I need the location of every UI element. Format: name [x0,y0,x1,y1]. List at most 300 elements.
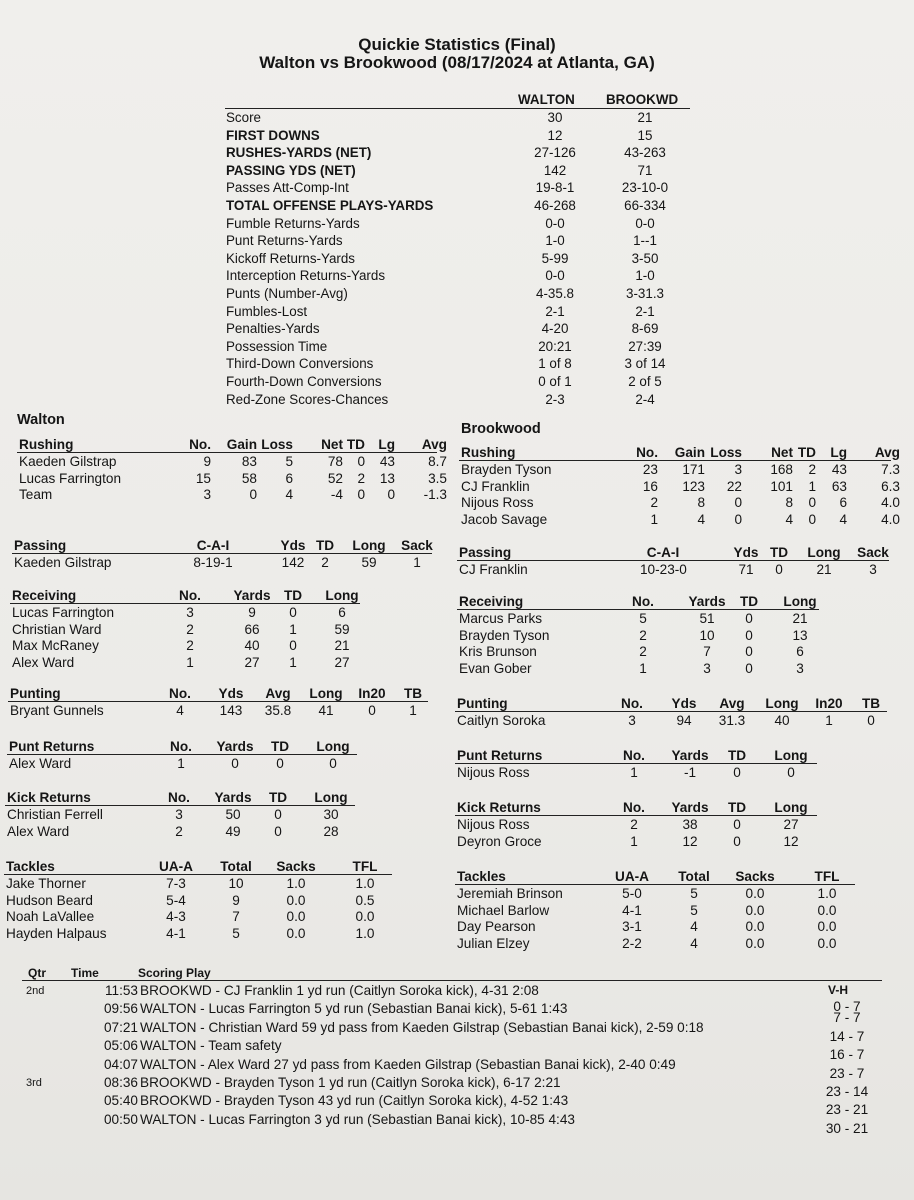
stat-value: 0 [775,562,783,577]
column-header: TD [268,790,288,805]
column-header: Long [309,686,343,701]
stat-value: 0 [733,833,741,849]
summary-row [222,303,692,321]
column-header: UA-A [615,869,649,884]
stat-value: 2 [175,823,183,839]
section-title: Rushing [461,445,516,460]
stat-value: 3 [796,660,804,676]
summary-walton-value: 142 [543,162,567,178]
stat-value: 0 [387,487,395,503]
column-header: TD [797,445,816,460]
stat-value: 101 [770,478,793,494]
player-row [4,892,392,909]
stat-value: 0 [289,638,297,654]
summary-brookwood-value: 21 [637,110,653,125]
summary-row [222,109,692,127]
stat-value: 21 [816,562,832,577]
walton-punt-returns-header [7,739,357,755]
stat-value: 51 [699,611,715,626]
player-name: Nijous Ross [457,817,530,832]
brookwood-tackles-header [455,869,855,885]
player-name: Lucas Farrington [19,470,122,486]
stat-value: 0.0 [745,902,765,918]
stat-value: 1 [650,511,658,527]
scoring-col-time: Time [71,966,99,980]
stat-value: 4 [176,703,184,718]
brookwood-rushing-header [459,445,900,461]
stat-value: 0 [274,823,282,839]
stat-value: 0 [249,487,257,503]
summary-brookwood-value: 15 [637,127,653,143]
column-header: Long [774,800,808,815]
column-header: TD [283,588,303,603]
stat-value: 1 [630,833,638,849]
walton-receiving-header [10,588,360,604]
stat-value: 0 [357,454,365,469]
column-header: TD [727,800,747,815]
stat-value: 43 [379,454,395,469]
scoring-score: 0 - 7 [833,999,861,1014]
section-title: Rushing [19,437,74,452]
summary-brookwood-value: 2 of 5 [628,373,662,389]
section-title: Receiving [12,588,77,603]
scoring-play: WALTON - Lucas Farrington 3 yd run (Sebastian Banai kick), 10-85 4:43 [140,1111,575,1127]
walton-rushing-header [17,437,447,453]
player-row [5,806,355,823]
scoring-score: 16 - 7 [829,1047,865,1063]
summary-walton-value: 2-3 [545,391,565,407]
stat-value: 30 [323,807,339,822]
column-header: Avg [874,445,900,460]
stat-value: 5-0 [622,886,642,901]
stat-value: 0 [231,756,239,771]
player-name: Christian Ward [12,621,102,637]
brookwood-kick-returns-table [455,800,817,849]
column-header: Sack [401,538,433,553]
section-title: Passing [459,545,512,560]
scoring-play-row [22,1018,882,1044]
stat-value: 0.0 [286,925,306,941]
player-row [4,925,392,942]
column-header: In20 [815,696,843,711]
stat-value: 3 [869,562,877,577]
stat-value: 2-2 [622,935,642,951]
stat-value: 8 [785,495,793,511]
walton-rushing-table [17,437,447,503]
stat-value: 7 [232,909,240,925]
column-header: TD [346,437,365,452]
stat-value: 52 [327,470,343,486]
column-header: Sack [857,545,889,560]
column-header: Yards [216,739,254,754]
column-header: No. [168,790,190,805]
player-name: Jake Thorner [6,876,86,891]
player-row [459,511,900,528]
scoring-score: 30 - 21 [825,1120,869,1136]
column-header: TD [270,739,290,754]
player-name: Alex Ward [12,654,75,670]
summary-row [222,144,692,162]
summary-row [222,285,692,303]
column-header: No. [189,437,211,452]
player-row [8,702,428,719]
summary-row [222,215,692,233]
walton-receiving-table [10,588,360,670]
column-header: Long [325,588,359,603]
stat-value: 22 [726,478,742,494]
column-header: Yards [688,594,726,609]
scoring-score: 23 - 7 [829,1065,865,1081]
summary-label: TOTAL OFFENSE PLAYS-YARDS [226,197,434,213]
stat-value: 23 [642,462,658,477]
walton-passing-table [12,538,432,571]
stat-value: 28 [323,823,339,839]
stat-value: 0 [745,627,753,643]
stat-value: 50 [225,807,241,822]
stat-value: 3.5 [428,470,447,486]
section-title: Receiving [459,594,524,609]
scoring-time: 08:36 [103,1074,138,1090]
column-header: Sacks [276,859,316,874]
summary-row [222,197,692,215]
stat-value: 123 [682,478,705,494]
stat-value: 71 [738,562,754,577]
stat-value: 2 [639,644,647,660]
player-name: Bryant Gunnels [10,703,104,718]
scoring-play: WALTON - Alex Ward 27 yd pass from Kaeden Gilstrap (Sebastian Banai kick), 2-40 0:49 [140,1056,676,1072]
stat-value: 10-23-0 [640,562,687,577]
brookwood-rushing-table [459,445,900,527]
scoring-time: 05:06 [103,1038,138,1054]
scoring-time: 07:21 [103,1019,138,1035]
summary-label: RUSHES-YARDS (NET) [226,145,372,161]
summary-label: Score [226,110,261,125]
stat-value: 143 [219,703,243,718]
column-header: Yards [671,800,709,815]
stat-value: 0 [329,756,337,771]
section-title: Punt Returns [457,748,543,763]
brookwood-punt-returns-header [455,748,817,764]
stat-value: 5 [285,454,293,469]
brookwood-punting-table [455,696,887,729]
stat-value: 58 [241,470,257,486]
player-name: Max McRaney [12,638,99,654]
stat-value: 59 [361,555,377,570]
scoring-play-row [22,1055,882,1081]
stat-value: 1 [186,654,194,670]
scoring-col-vh: V-H [828,983,849,997]
stat-value: 3 [186,605,194,620]
stat-value: 0 [733,765,741,780]
scoring-time: 05:40 [103,1093,138,1109]
summary-label: Punts (Number-Avg) [226,285,348,301]
stat-value: 6 [796,644,804,660]
stat-value: 94 [676,713,692,728]
summary-brookwood-value: 3-50 [631,250,659,266]
walton-kick-returns-header [5,790,355,806]
player-name: Evan Gober [459,660,532,676]
section-title: Passing [14,538,67,553]
stat-value: 1 [639,660,647,676]
column-header: C-A-I [196,538,230,553]
column-header: No. [179,588,201,603]
stat-value: 83 [241,454,257,469]
stat-value: 1.0 [355,925,375,941]
walton-tackles-table [4,859,392,941]
stat-value: 4 [839,511,847,527]
player-row [459,494,900,511]
player-name: Alex Ward [7,823,70,839]
stat-value: 0 [745,660,753,676]
stat-value: 142 [281,555,305,570]
summary-walton-value: 5-99 [541,250,569,266]
stat-value: 9 [203,454,211,469]
stat-value: 4 [690,919,698,935]
column-header: Loss [261,437,293,452]
scoring-time: 04:07 [103,1056,138,1072]
summary-label: Third-Down Conversions [226,356,374,372]
stat-value: 0.0 [745,886,765,901]
stat-value: 1 [808,478,816,494]
stat-value: 0.0 [286,909,306,925]
brookwood-passing-table [457,545,889,578]
stat-value: 1 [177,756,185,771]
summary-brookwood-value: 71 [637,162,653,178]
stat-value: 3 [203,487,211,503]
column-header: TFL [352,859,378,874]
scoring-play: WALTON - Christian Ward 59 yd pass from Kaeden Gilstrap (Sebastian Banai kick), 2-59 0:18 [140,1019,704,1035]
column-header: TB [861,696,881,711]
stat-value: 3 [703,660,711,676]
stat-value: 0 [368,703,376,718]
stat-value: 5-4 [166,892,186,908]
scoring-play: BROOKWD - CJ Franklin 1 yd run (Caitlyn Soroka kick), 4-31 2:08 [140,983,539,998]
summary-walton-value: 4-35.8 [536,285,574,301]
column-header: TFL [814,869,840,884]
player-name: Christian Ferrell [7,807,103,822]
summary-label: Fourth-Down Conversions [226,373,382,389]
brookwood-passing-header [457,545,889,561]
player-name: Team [19,487,53,503]
player-row [455,764,817,781]
summary-label: Kickoff Returns-Yards [226,250,355,266]
column-header: TD [769,545,789,560]
brookwood-receiving-table [457,594,819,676]
stat-value: 4-1 [622,902,642,918]
stat-value: 1.0 [286,876,306,891]
column-header: Long [807,545,841,560]
summary-walton-value: 12 [547,127,563,143]
summary-col-brookwood: BROOKWD [606,92,679,107]
player-row [455,918,855,935]
stat-value: 31.3 [718,713,746,728]
stat-value: 7.3 [881,462,900,477]
stat-value: 1 [825,713,833,728]
summary-walton-value: 46-268 [534,197,576,213]
stat-value: 0.0 [817,935,837,951]
player-name: Caitlyn Soroka [457,713,546,728]
scoring-play: WALTON - Team safety [140,1038,282,1054]
column-header: Yards [214,790,252,805]
summary-row [222,179,692,197]
summary-walton-value: 4-20 [541,321,569,337]
stat-value: 3 [175,807,183,822]
player-row [10,604,360,621]
column-header: TD [315,538,335,553]
summary-label: FIRST DOWNS [226,127,320,143]
summary-brookwood-value: 27:39 [628,338,662,354]
stat-value: 6 [839,495,847,511]
report-subtitle: Walton vs Brookwood (08/17/2024 at Atlanta, GA) [259,53,655,72]
player-name: Alex Ward [9,756,72,771]
column-header: Avg [719,696,745,711]
summary-row [222,338,692,356]
stat-value: 1 [289,621,297,637]
brookwood-punting-header [455,696,887,712]
player-row [455,833,817,850]
summary-label: Punt Returns-Yards [226,233,343,249]
scoring-score: 23 - 21 [825,1102,869,1118]
stat-value: 3 [734,462,742,477]
summary-brookwood-value: 43-263 [624,145,666,161]
summary-brookwood-value: 66-334 [624,197,666,213]
stat-value: 0 [734,495,742,511]
column-header: Yds [280,538,306,553]
player-name: Day Pearson [457,919,536,935]
stat-value: 0 [734,511,742,527]
summary-walton-value: 19-8-1 [535,180,575,196]
column-header: Avg [421,437,447,452]
stat-value: 0 [289,605,297,620]
player-row [4,908,392,925]
summary-row [222,127,692,145]
summary-brookwood-value: 3 of 14 [624,356,666,372]
brookwood-receiving-header [457,594,819,610]
player-name: CJ Franklin [461,478,530,494]
player-name: Brayden Tyson [459,627,550,643]
scoring-play-row [22,1110,882,1136]
summary-walton-value: 1 of 8 [538,356,572,372]
stat-value: 1 [413,555,421,570]
stat-value: -1.3 [423,487,447,503]
summary-walton-value: 27-126 [534,145,576,161]
stat-value: 0 [745,611,753,626]
player-name: Jacob Savage [461,511,548,527]
player-row [459,478,900,495]
scoring-time: 00:50 [103,1111,138,1127]
player-row [457,660,819,677]
stat-value: 21 [792,611,808,626]
column-header: Yds [218,686,244,701]
player-row [455,902,855,919]
player-name: Nijous Ross [461,495,534,511]
section-title: Tackles [6,859,55,874]
player-name: Noah LaVallee [6,909,95,925]
stat-value: 1.0 [817,886,837,901]
stat-value: 0 [867,713,875,728]
section-title: Tackles [457,869,506,884]
column-header: Total [678,869,710,884]
stat-value: 27 [244,654,260,670]
stat-value: 2 [186,638,194,654]
stat-value: 27 [334,654,350,670]
report-title: Quickie Statistics (Final) [358,35,556,54]
summary-row [222,267,692,285]
scoring-score: 14 - 7 [829,1028,865,1044]
section-title: Punting [457,696,508,711]
player-row [459,461,900,478]
player-row [455,885,855,902]
stat-value: 8-19-1 [193,555,233,570]
scoring-quarter: 2nd [26,985,45,997]
stat-value: 78 [327,454,343,469]
stat-value: 0 [357,487,365,503]
stat-value: 2 [357,470,365,486]
scoring-col-qtr: Qtr [28,966,46,980]
stat-value: 63 [831,478,847,494]
scoring-play: WALTON - Lucas Farrington 5 yd run (Sebastian Banai kick), 5-61 1:43 [140,1001,568,1017]
stat-value: 21 [334,638,350,654]
stat-value: 12 [682,833,698,849]
section-title: Kick Returns [457,800,541,815]
section-title: Punt Returns [9,739,95,754]
stat-value: 5 [232,925,240,941]
player-row [10,654,360,671]
player-row [5,823,355,840]
walton-punt-returns-table [7,739,357,772]
stat-value: 35.8 [264,703,292,718]
player-row [17,486,447,503]
stat-value: 2 [808,462,816,477]
stat-value: 5 [639,611,647,626]
stat-value: 4 [697,511,705,527]
summary-walton-value: 20:21 [538,338,572,354]
stat-value: 27 [783,817,799,832]
stat-value: 0 [276,756,284,771]
summary-label: PASSING YDS (NET) [226,162,356,178]
summary-walton-value: 1-0 [545,233,565,249]
brookwood-team-heading: Brookwood [461,421,541,437]
player-row [457,561,889,578]
stat-value: 59 [334,621,350,637]
stat-value: 0.5 [355,892,375,908]
player-name: Kaeden Gilstrap [19,454,117,469]
summary-brookwood-value: 23-10-0 [621,180,669,196]
walton-passing-header [12,538,432,554]
player-name: Brayden Tyson [461,462,552,477]
column-header: Gain [226,437,257,452]
summary-row [222,250,692,268]
player-row [457,643,819,660]
column-header: No. [623,800,645,815]
player-row [455,712,887,729]
summary-brookwood-value: 0-0 [635,215,655,231]
column-header: Long [783,594,817,609]
stat-value: 5 [690,886,698,901]
column-header: Total [220,859,252,874]
stat-value: 40 [774,713,790,728]
scoring-summary [22,966,882,1136]
stat-value: 12 [783,833,799,849]
player-name: Kaeden Gilstrap [14,555,112,570]
scoring-time: 11:53 [104,983,138,998]
stat-value: 10 [228,876,244,891]
stat-value: 1 [630,765,638,780]
stat-value: 13 [792,627,808,643]
summary-row [222,373,692,391]
summary-label: Interception Returns-Yards [226,268,386,284]
player-row [455,816,817,833]
